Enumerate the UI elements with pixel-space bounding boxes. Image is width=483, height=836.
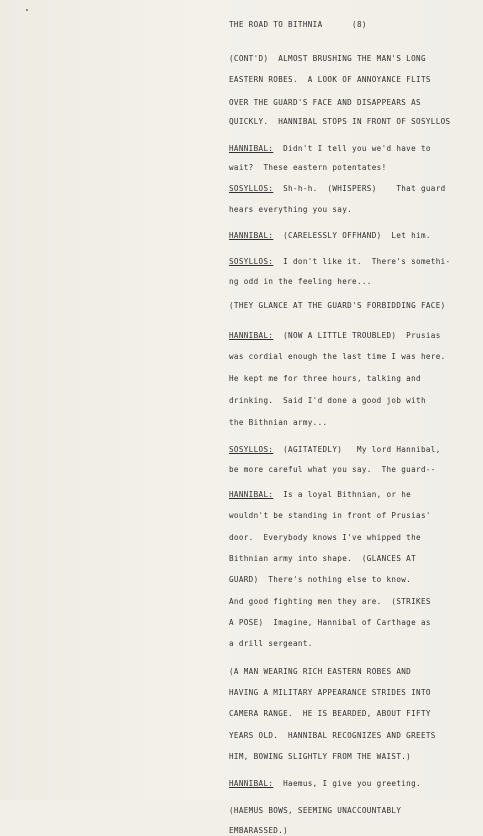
script-line	[229, 231, 431, 241]
page-header: THE ROAD TO BITHNIA (8)	[229, 20, 367, 29]
script-line	[229, 396, 426, 406]
script-line	[229, 752, 411, 762]
line-text: ng odd in the feeling here...	[229, 277, 372, 286]
script-line	[229, 667, 411, 677]
script-line	[229, 490, 411, 500]
line-text: I don't like it. There's somethi-	[273, 257, 451, 266]
line-text: Is a loyal Bithnian, or he	[273, 490, 412, 499]
script-line	[229, 554, 416, 564]
line-text: HAVING A MILITARY APPEARANCE STRIDES INTO	[229, 688, 431, 697]
speaker-name: HANNIBAL:	[229, 331, 274, 340]
line-text: He kept me for three hours, talking and	[229, 374, 421, 383]
line-text: door. Everybody knows I've whipped the	[229, 533, 421, 542]
line-text: (HAEMUS BOWS, SEEMING UNACCOUNTABLY	[229, 806, 402, 815]
script-line	[229, 352, 446, 362]
speaker-name: HANNIBAL:	[229, 144, 274, 153]
speaker-name: HANNIBAL:	[229, 779, 274, 788]
script-line	[229, 731, 436, 741]
line-text: (CONT'D) ALMOST BRUSHING THE MAN'S LONG	[229, 54, 426, 63]
speaker-name: SOSYLLOS:	[229, 445, 274, 454]
line-text: (NOW A LITTLE TROUBLED) Prusias	[273, 331, 441, 340]
script-line	[229, 826, 288, 836]
script-line	[229, 709, 431, 719]
script-line	[229, 806, 401, 816]
script-line	[229, 418, 327, 428]
script-line	[229, 618, 431, 628]
line-text: wait? These eastern potentates!	[229, 163, 387, 172]
script-line	[229, 445, 441, 455]
line-text: Didn't I tell you we'd have to	[273, 144, 431, 153]
script-line	[229, 465, 436, 475]
script-line	[229, 331, 441, 341]
script-line	[229, 205, 352, 215]
script-line	[229, 184, 446, 194]
line-text: Bithnian army into shape. (GLANCES AT	[229, 554, 417, 563]
line-text: drinking. Said I'd done a good job with	[229, 396, 426, 405]
line-text: Haemus, I give you greeting.	[273, 779, 421, 788]
line-text: And good fighting men they are. (STRIKES	[229, 597, 431, 606]
speaker-name: SOSYLLOS:	[229, 184, 274, 193]
script-line	[229, 575, 411, 585]
line-text: (AGITATEDLY) My lord Hannibal,	[273, 445, 441, 454]
script-line	[229, 639, 313, 649]
script-line	[229, 163, 387, 173]
line-text: EASTERN ROBES. A LOOK OF ANNOYANCE FLITS	[229, 75, 431, 84]
line-text: (CARELESSLY OFFHAND) Let him.	[273, 231, 431, 240]
script-line	[229, 117, 450, 127]
line-text: was cordial enough the last time I was here.	[229, 352, 446, 361]
script-line	[229, 688, 431, 698]
line-text: GUARD) There's nothing else to know.	[229, 575, 412, 584]
line-text: YEARS OLD. HANNIBAL RECOGNIZES AND GREETS	[229, 731, 436, 740]
speaker-name: HANNIBAL:	[229, 231, 274, 240]
speaker-name: HANNIBAL:	[229, 490, 274, 499]
line-text: wouldn't be standing in front of Prusias'	[229, 511, 431, 520]
line-text: hears everything you say.	[229, 205, 353, 214]
line-text: be more careful what you say. The guard--	[229, 465, 436, 474]
script-line	[229, 75, 431, 85]
script-line	[229, 257, 450, 267]
line-text: HIM, BOWING SLIGHTLY FROM THE WAIST.)	[229, 752, 412, 761]
line-text: Sh-h-h. (WHISPERS) That guard	[273, 184, 446, 193]
line-text: A POSE) Imagine, Hannibal of Carthage as	[229, 618, 431, 627]
speaker-name: SOSYLLOS:	[229, 257, 274, 266]
script-line	[229, 597, 431, 607]
script-line	[229, 374, 421, 384]
line-text: QUICKLY. HANNIBAL STOPS IN FRONT OF SOSYLLOS	[229, 117, 451, 126]
script-line	[229, 301, 446, 311]
line-text: CAMERA RANGE. HE IS BEARDED, ABOUT FIFTY	[229, 709, 431, 718]
line-text: (A MAN WEARING RICH EASTERN ROBES AND	[229, 667, 412, 676]
script-line	[229, 54, 426, 64]
ink-speck	[26, 9, 28, 11]
script-line	[229, 98, 421, 108]
line-text: a drill sergeant.	[229, 639, 313, 648]
script-line	[229, 533, 421, 543]
script-line	[229, 144, 431, 154]
line-text: OVER THE GUARD'S FACE AND DISAPPEARS AS	[229, 98, 421, 107]
script-line	[229, 511, 431, 521]
line-text: EMBARASSED.)	[229, 826, 289, 835]
line-text: the Bithnian army...	[229, 418, 328, 427]
line-text: (THEY GLANCE AT THE GUARD'S FORBIDDING FACE)	[229, 301, 446, 310]
script-line	[229, 277, 372, 287]
script-line	[229, 779, 421, 789]
